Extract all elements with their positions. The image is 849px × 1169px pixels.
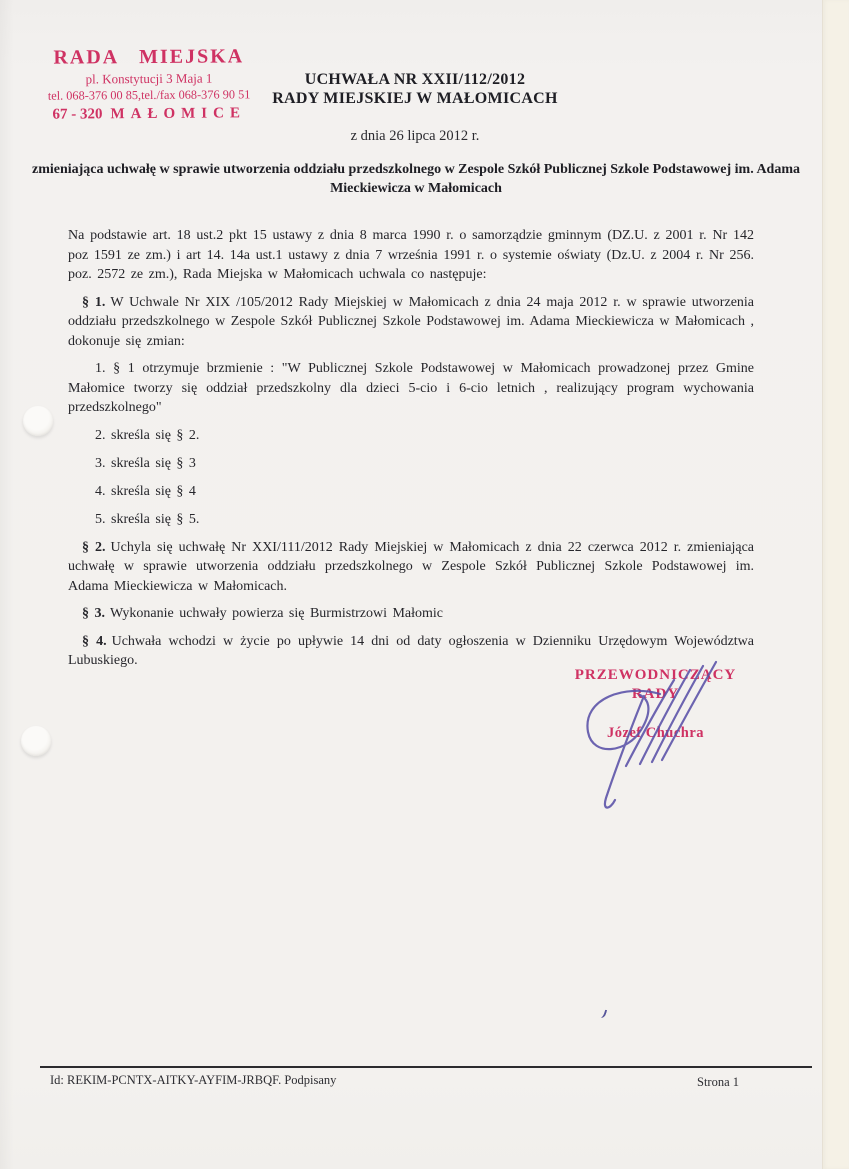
list-item-1: 1. § 1 otrzymuje brzmienie : "W Publicznej Szkole Podstawowej w Małomicach prowadzonej przez Gmine Małomice tworzy się oddział przedszkolny dla dzieci 5-cio i 6-cio letnich , realizujący program wychowania przedszkolnego" [68,361,754,415]
section-3-label: § 3. [82,606,105,621]
list-item-3: 3. skreśla się § 3 [95,455,196,471]
section-3-paragraph [68,604,754,624]
signer-role-line2: RADY [631,686,680,702]
stamp-postal-city [38,105,260,124]
title-resolution-number: UCHWAŁA NR XXII/112/2012 [304,71,526,88]
list-item-4: 4. skreśla się § 4 [95,483,196,499]
section-4-text: Uchwała wchodzi w życie po upływie 14 dni od daty ogłoszenia w Dzienniku Urzędowym Województwa Lubuskiego. [68,633,754,668]
document-body [68,226,754,679]
section-1-label: § 1. [82,294,106,310]
document-title [0,70,830,108]
punch-hole-top [23,406,53,436]
section-2-paragraph [68,538,754,597]
resolution-date: z dnia 26 lipca 2012 r. [350,128,480,144]
section-3-text: Wykonanie uchwały powierza się Burmistrzowi Małomic [110,606,444,621]
signer-role-line1: PRZEWODNICZĄCY [574,667,737,683]
paper-edge-crease [822,0,849,1169]
signer-name: Józef Chuchra [606,725,705,741]
stamp-org-name: RADA MIEJSKA [53,45,245,69]
stamp-phone: tel. 068-376 00 85,tel./fax 068-376 90 51 [47,87,251,103]
section-4-label: § 4. [82,633,107,649]
stray-ink-mark [598,1008,607,1019]
stamp-address: pl. Konstytucji 3 Maja 1 [85,70,213,87]
footer-page-number: Strona 1 [697,1075,740,1089]
stamp-city: MAŁOMICE [110,105,247,123]
footer-document-id: Id: REKIM-PCNTX-AITKY-AYFIM-JRBQF. Podpisany [50,1073,337,1087]
title-council-name: RADY MIEJSKIEJ W MAŁOMICACH [272,90,558,107]
list-item-2: 2. skreśla się § 2. [95,427,200,443]
stamp-postal-code: 67 - 320 [52,106,103,123]
section-4-paragraph [68,632,754,671]
footer-divider [40,1066,812,1068]
section-2-text: Uchyla się uchwałę Nr XXI/111/2012 Rady Miejskiej w Małomicach z dnia 22 czerwca 2012 r. zmieniająca uchwałę w sprawie utworzenia oddziału przedszkolnego w Zespole Szkół Publicznej Szkole Podstawowej im. Adama Mieckiewicza w Małomicach. [68,539,754,594]
section-1-paragraph [68,293,754,352]
preamble-paragraph: Na podstawie art. 18 ust.2 pkt 15 ustawy z dnia 8 marca 1990 r. o samorządzie gminnym (DZ.U. z 2001 r. Nr 142 poz 1591 ze zm.) i art 14. 14a ust.1 ustawy z dnia 7 września 1991 r. o systemie oświaty (Dz.U. z 2004 r. Nr 256. poz. 2572 ze zm.), Rada Miejska w Małomicach uchwala co następuje: [68,228,754,282]
resolution-subject: zmieniająca uchwałę w sprawie utworzenia oddziału przedszkolnego w Zespole Szkół Publicznej Szkole Podstawowej im. Adama Mieckiewicza w Małomicach [31,162,801,196]
signature-block [553,666,758,742]
section-2-label: § 2. [82,539,106,555]
list-item-5: 5. skreśla się § 5. [95,511,200,527]
section-1-text: W Uchwale Nr XIX /105/2012 Rady Miejskiej w Małomicach z dnia 24 maja 2012 r. w sprawie utworzenia oddziału przedszkolnego w Zespole Szkół Publicznej Szkole Podstawowej im. Adama Mieckiewicza w Małomicach , dokonuje się zmian: [68,294,755,349]
punch-hole-bottom [21,726,51,756]
